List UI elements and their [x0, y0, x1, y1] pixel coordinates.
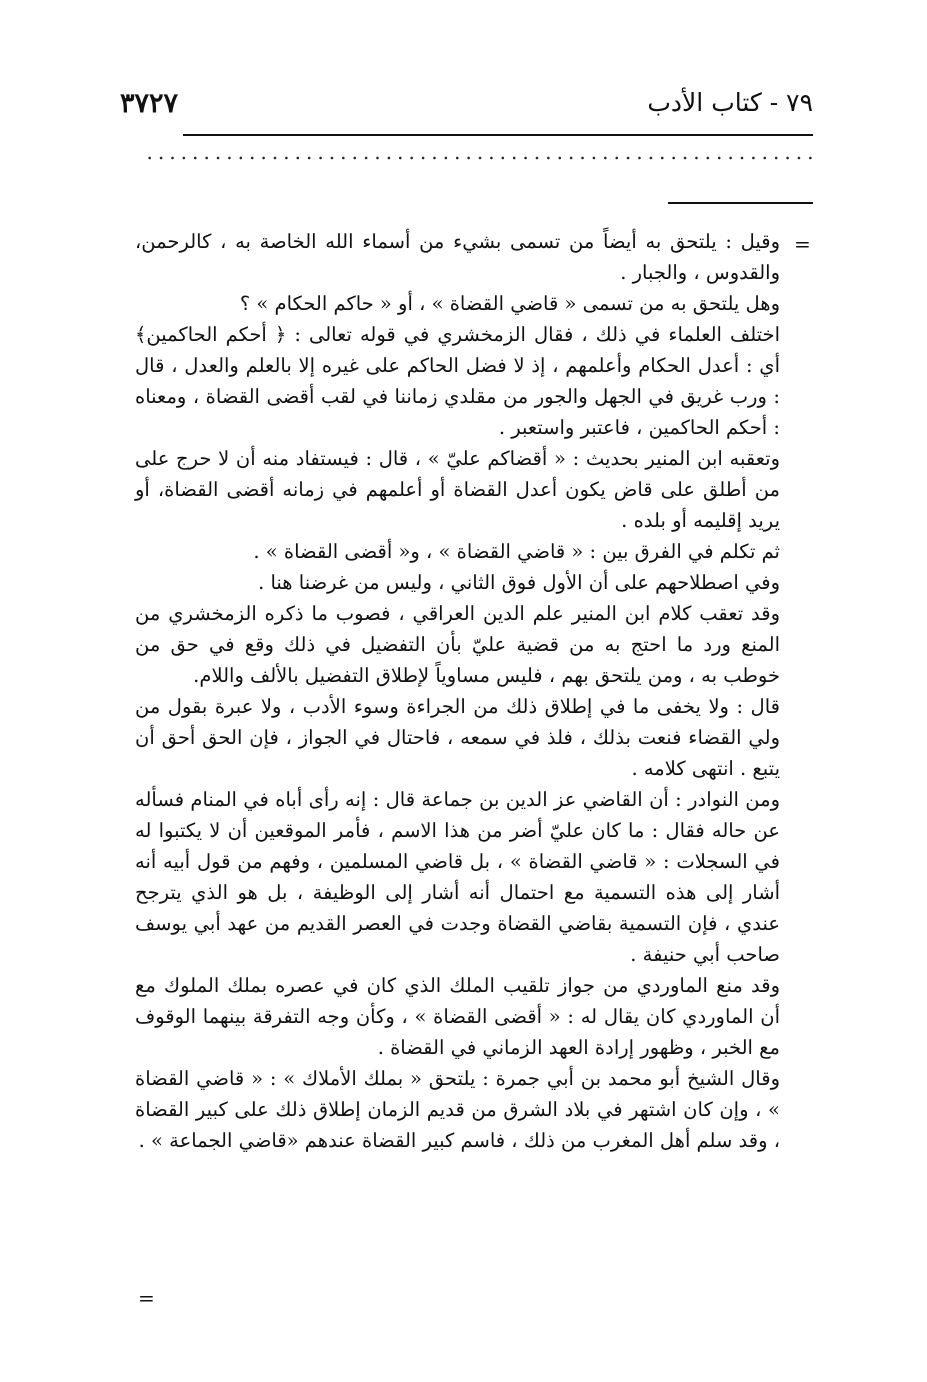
- paragraph: وقد منع الماوردي من جواز تلقيب الملك الذي كان في عصره بملك الملوك مع أن الماوردي كان يقال له : « أقضى القضاة » ، وكأن وجه التفرقة بينهما الوقوف مع الخبر ، وظهور إرادة العهد الزماني في القضاة .: [135, 974, 780, 1059]
- footnote-body: [135, 226, 780, 1156]
- paragraph: وقال الشيخ أبو محمد بن أبي جمرة : يلتحق « بملك الأملاك » : « قاضي القضاة » ، وإن كان اشتهر في بلاد الشرق من قديم الزمان إطلاق ذلك على كبير القضاة ، وقد سلم أهل المغرب من ذلك ، فاسم كبير القضاة عندهم «قاضي الجماعة » .: [135, 1067, 780, 1152]
- paragraph: ثم تكلم في الفرق بين : « قاضي القضاة » ، و« أقضى القضاة » .: [253, 540, 780, 563]
- footnote-continuation-end: =: [138, 1286, 155, 1310]
- paragraph: قال : ولا يخفى ما في إطلاق ذلك من الجراءة وسوء الأدب ، ولا عبرة بقول من ولي القضاء فنعت بذلك ، فلذ في سمعه ، فاحتال في الجواز ، فإن الحق أحق أن يتبع . انتهى كلامه .: [135, 695, 780, 780]
- paragraph: ومن النوادر : أن القاضي عز الدين بن جماعة قال : إنه رأى أباه في المنام فسأله عن حاله فقال : ما كان عليّ أضر من هذا الاسم ، فأمر الموقعين أن لا يكتبوا له في السجلات : « قاضي القضاة » ، بل قاضي المسلمين ، وفهم من قول أبيه أنه أشار إلى هذه التسمية مع احتمال أنه أشار إلى الوظيفة ، بل هو الذي يترجح عندي ، فإن التسمية بقاضي القضاة وجدت في العصر القديم من عهد أبي يوسف صاحب أبي حنيفة .: [135, 788, 780, 966]
- paragraph: وهل يلتحق به من تسمى « قاضي القضاة » ، أو « حاكم الحكام » ؟: [239, 292, 780, 315]
- paragraph: اختلف العلماء في ذلك ، فقال الزمخشري في قوله تعالى : ﴿ أحكم الحاكمين﴾ أي : أعدل الحكام وأعلمهم ، إذ لا فضل الحاكم على غيره إلا بالعلم والعدل ، قال : ورب غريق في الجهل والجور من مقلدي زماننا في لقب أقضى القضاة ، ومعناه : أحكم الحاكمين ، فاعتبر واستعبر .: [135, 323, 780, 439]
- paragraph: وتعقبه ابن المنير بحديث : « أقضاكم عليّ » ، قال : فيستفاد منه أن لا حرج على من أطلق على قاض يكون أعدل القضاة أو أعلمهم في زمانه أقضى القضاة، أو يريد إقليمه أو بلده .: [135, 447, 780, 532]
- header-rule: [183, 134, 813, 136]
- paragraph: وقيل : يلتحق به أيضاً من تسمى بشيء من أسماء الله الخاصة به ، كالرحمن، والقدوس ، والجبار .: [135, 230, 780, 284]
- paragraph: وقد تعقب كلام ابن المنير علم الدين العراقي ، فصوب ما ذكره الزمخشري من المنع ورد ما احتج به من قضية عليّ بأن التفضيل في ذلك وقع في حق من خوطب به ، ومن يلتحق بهم ، فليس مساوياً لإطلاق التفضيل بالألف واللام.: [135, 602, 780, 687]
- dotted-separator: [144, 150, 814, 166]
- footnote-rule: [668, 202, 813, 204]
- page-header: [120, 88, 813, 130]
- paragraph: وفي اصطلاحهم على أن الأول فوق الثاني ، وليس من غرضنا هنا .: [258, 571, 780, 594]
- footnote-continuation-start: =: [794, 232, 811, 256]
- chapter-title: ٧٩ - كتاب الأدب: [647, 88, 813, 117]
- page-number: ٣٧٢٧: [120, 88, 179, 119]
